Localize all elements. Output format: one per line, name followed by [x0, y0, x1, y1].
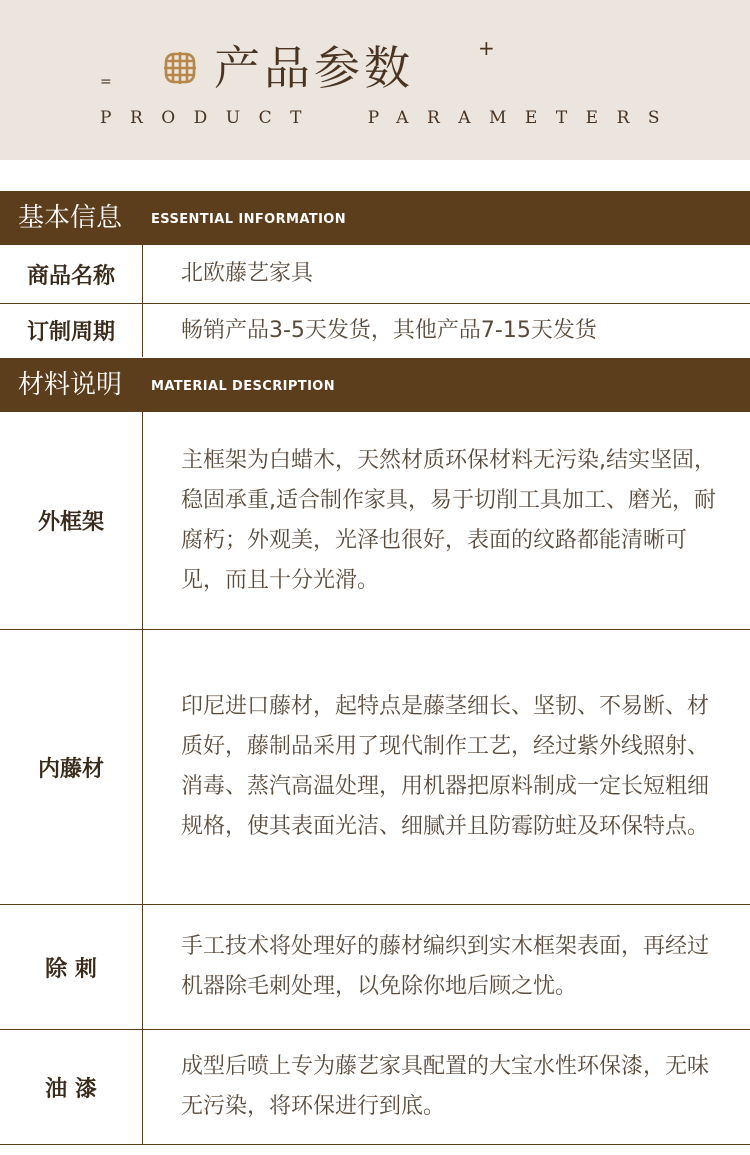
table-row	[0, 245, 750, 304]
row-label: 订制周期	[0, 304, 143, 357]
row-label: 除 刺	[0, 905, 143, 1029]
row-label: 外框架	[0, 412, 143, 629]
equals-decoration: =	[100, 74, 112, 90]
section-header-material	[0, 358, 750, 412]
row-value: 成型后喷上专为藤艺家具配置的大宝水性环保漆，无味无污染，将环保进行到底。	[181, 1054, 710, 1119]
section-title-cn: 基本信息	[18, 203, 123, 233]
table-row	[0, 630, 750, 905]
row-label: 内藤材	[0, 630, 143, 904]
row-value: 印尼进口藤材，起特点是藤茎细长、坚韧、不易断、材质好，藤制品采用了现代制作工艺，经过紫外线照射、消毒、蒸汽高温处理，用机器把原料制成一定长短粗细规格，使其表面光洁、细腻并且防霉防蛀及环保特点。	[181, 694, 710, 839]
table-row	[0, 412, 750, 630]
row-label: 油 漆	[0, 1030, 143, 1144]
plus-decoration: +	[478, 36, 495, 60]
table-row	[0, 1030, 750, 1145]
table-row	[0, 304, 750, 357]
page-subtitle: PRODUCT PARAMETERS	[100, 108, 679, 128]
row-value: 主框架为白蜡木，天然材质环保材料无污染,结实坚固，稳固承重,适合制作家具，易于切削工具加工、磨光，耐腐朽；外观美，光泽也很好，表面的纹路都能清晰可见，而且十分光滑。	[181, 447, 716, 593]
section-title-cn: 材料说明	[18, 370, 123, 400]
page-header	[0, 0, 750, 160]
row-value: 北欧藤艺家具	[181, 261, 314, 286]
lattice-logo-icon	[160, 48, 200, 88]
page-title: 产品参数	[214, 41, 414, 95]
section-title-en: ESSENTIAL INFORMATION	[151, 212, 347, 227]
row-label: 商品名称	[0, 245, 143, 303]
table-row	[0, 905, 750, 1030]
row-value: 手工技术将处理好的藤材编织到实木框架表面，再经过机器除毛刺处理，以免除你地后顾之忧。	[181, 934, 710, 999]
row-value: 畅销产品3-5天发货，其他产品7-15天发货	[181, 317, 597, 343]
section-title-en: MATERIAL DESCRIPTION	[151, 379, 336, 394]
section-header-essential	[0, 191, 750, 245]
